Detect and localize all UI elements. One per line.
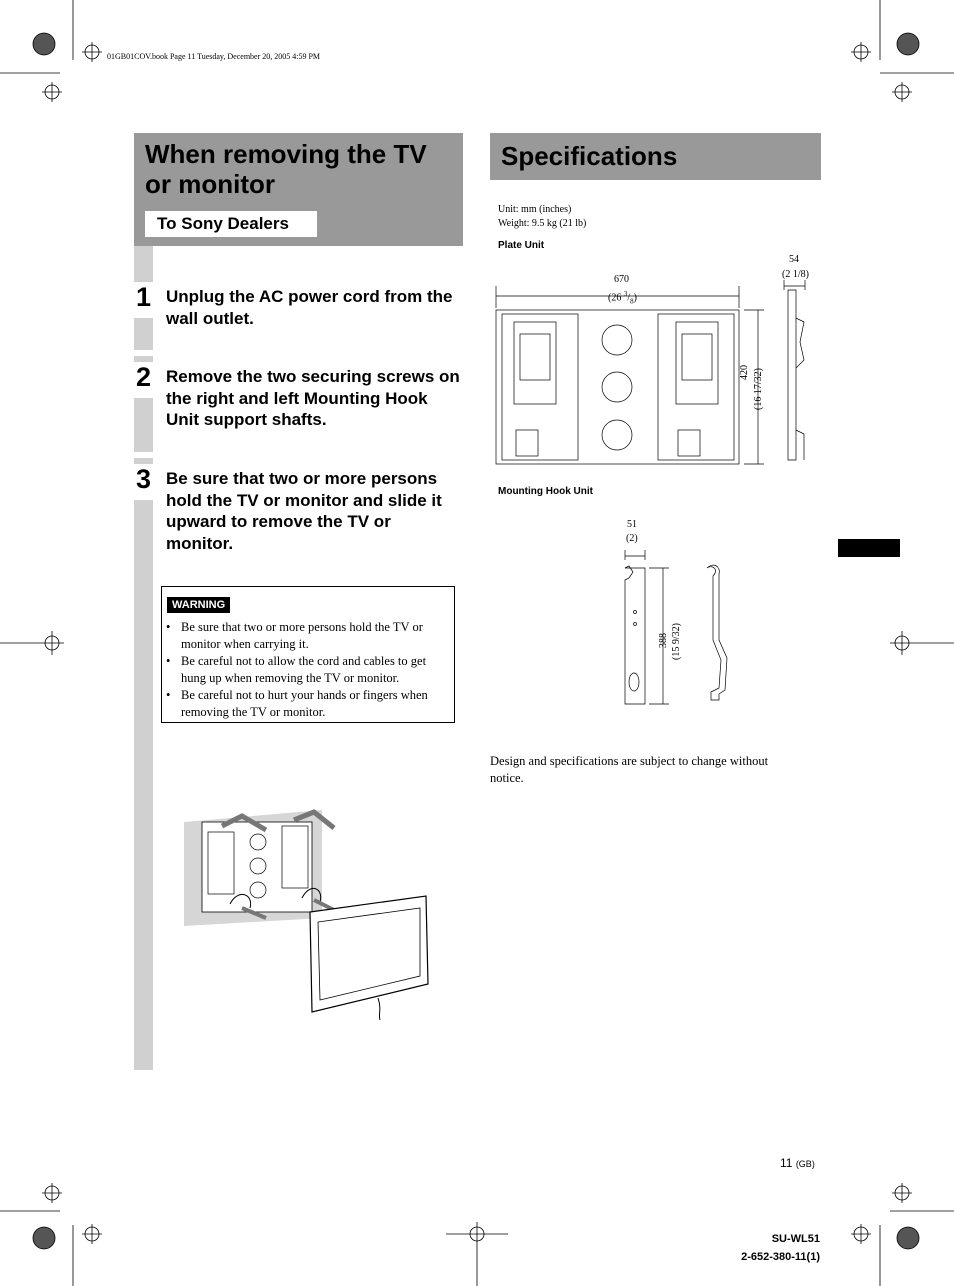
file-slug: 01GB01COV.book Page 11 Tuesday, December 20, 2005 4:59 PM [107, 52, 321, 61]
step-divider [134, 350, 153, 356]
warning-item: • Be careful not to hurt your hands or fingers when removing the TV or monitor. [166, 687, 451, 721]
warning-box [161, 586, 455, 723]
plate-depth: 54 [789, 254, 799, 265]
hook-depth: 51 [627, 519, 637, 530]
step-divider [134, 452, 153, 458]
step-number: 1 [134, 282, 153, 318]
hook-height: 388 [658, 633, 669, 648]
warning-item: • Be careful not to allow the cord and cables to get hung up when removing the TV or monitor. [166, 653, 451, 687]
section-header [134, 133, 463, 246]
page-number: 11 (GB) [780, 1156, 815, 1170]
plate-unit-label: Plate Unit [498, 240, 545, 251]
plate-height: 420 [739, 365, 750, 380]
plate-height-inches: (16 17/32) [753, 368, 764, 410]
step-number: 2 [134, 362, 153, 398]
section-subtitle: To Sony Dealers [145, 211, 317, 237]
removal-illustration [182, 808, 444, 1020]
section-title: When removing the TV or monitor [145, 139, 427, 199]
part-code: 2-652-380-11(1) [741, 1251, 820, 1263]
step-number: 3 [134, 464, 153, 500]
hook-depth-inches: (2) [626, 533, 638, 544]
spec-header [490, 133, 821, 180]
language-tab [838, 539, 900, 557]
hook-unit-label: Mounting Hook Unit [498, 486, 593, 497]
plate-unit-drawing [490, 250, 820, 475]
spec-note: Design and specifications are subject to change without notice. [490, 754, 769, 785]
hook-height-inches: (15 9/32) [671, 623, 682, 660]
plate-depth-inches: (2 1/8) [782, 269, 809, 280]
spec-title: Specifications [501, 141, 678, 171]
plate-width: 670 [614, 274, 629, 285]
spec-unit: Unit: mm (inches) [498, 204, 572, 215]
step-text: Be sure that two or more persons hold the TV or monitor and slide it upward to remove the TV or monitor. [166, 469, 442, 553]
model-block [700, 1230, 820, 1266]
step-text: Remove the two securing screws on the right and left Mounting Hook Unit support shafts. [166, 367, 460, 429]
model-number: SU-WL51 [771, 1233, 820, 1245]
spec-weight: Weight: 9.5 kg (21 lb) [498, 218, 587, 229]
warning-item: • Be sure that two or more persons hold the TV or monitor when carrying it. [166, 619, 451, 653]
plate-width-inches: (26 $^3/_8$) [608, 290, 637, 306]
step-text: Unplug the AC power cord from the wall outlet. [166, 287, 453, 328]
warning-label: WARNING [167, 597, 230, 613]
